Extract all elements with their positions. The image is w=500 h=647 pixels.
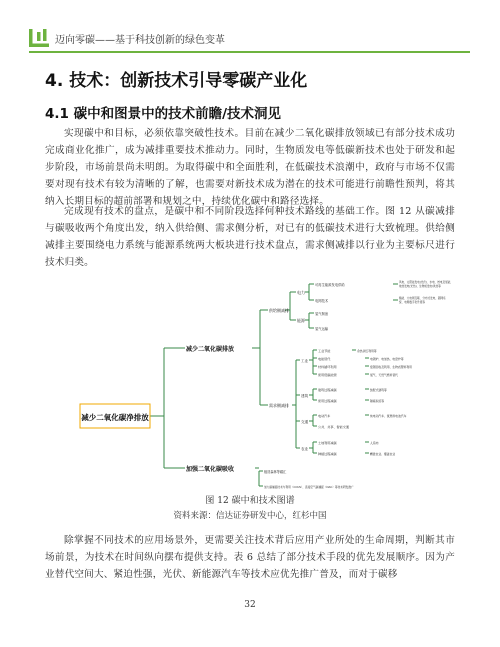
fig-power: 电力 [297, 290, 305, 295]
fig-industry-item: 电能替代 [318, 357, 331, 361]
page-number: 32 [244, 600, 256, 610]
paragraph-1: 实现碳中和目标，必须依靠突破性技术。目前在减少二氧化碳排放领域已有部分技术成功完成商业化推广，成为减排重要技术推动力。同时，生物质发电等低碳新技术也处于研发和起步阶段，市场前景尚未明朗。为取得碳中和全面胜利，在低碳技术浪潮中，政府与市场不仅需要对现有技术有较为清晰的了解，也需要对新技术成为潜在的技术可能进行前瞻性预判，将其纳入长期目标的超前部署和规划之中，持续优化碳中和路径选择。 [45, 128, 455, 207]
fig-absorb-item: 加大碳捕捉技术与利用（CCUS）、直接空气碳捕捉（DAC）等技术研发推广 [264, 485, 354, 489]
fig-grid-detail-2: 统、电网数字化升级等 [399, 301, 425, 304]
subsection-title: 4.1 碳中和图景中的技术前瞻/技术洞见 [45, 106, 282, 122]
paragraph-2: 完成现有技术的盘点，是碳中和不同阶段选择何种技术路线的基础工作。图 12 从碳减排与碳吸收两个角度出发，纳入供给侧、需求侧分析，对已有的低碳技术进行大致梳理。供给侧减排主要围绕电力系统与能源系统两大板块进行技术盘点，需求侧减排以行业为主要标尺进行技术归类。 [45, 206, 455, 268]
fig-industry-detail: 余热余压利用等 [357, 349, 377, 353]
fig-building-item: 建筑过程减碳 [318, 388, 337, 392]
fig-transport-item: 电动汽车 [318, 414, 331, 418]
fig-transport: 交通 [301, 420, 309, 424]
fig-agri-detail: 精准农业、覆盖农业 [370, 452, 396, 456]
fig-grid: 电网技术 [315, 299, 329, 303]
fig-building: 建筑 [301, 394, 309, 398]
fig-transport-item: 公共、共享、智能交通 [318, 425, 349, 429]
fig-industry: 工业 [301, 359, 309, 363]
tech-map-figure [80, 278, 453, 490]
header-title: 迈向零碳——基于科技创新的绿色变革 [55, 35, 225, 46]
figure-caption: 图 12 碳中和技术图谱 [205, 496, 295, 506]
fig-energy: 能源 [297, 318, 305, 323]
fig-renewable-detail-2: 地热发电(光热)、生物质发电/供热等 [399, 285, 441, 288]
fig-agriculture: 农业 [301, 447, 309, 451]
header-divider [29, 51, 470, 53]
fig-branch-absorb: 加强二氧化碳吸收 [186, 466, 235, 473]
fig-industry-item: 工业节能 [318, 349, 331, 353]
fig-root: 减少二氧化碳净排放 [81, 413, 149, 422]
fig-industry-item: 使用低碳能源 [318, 373, 337, 377]
fig-building-detail: 装配式建筑等 [370, 388, 387, 392]
fig-grid-detail-1: 储能、大电网互联、分布式发电、超网系 [399, 297, 446, 300]
fig-industry-item: 材料循环利用 [318, 365, 337, 369]
fig-agri-detail: 人造肉 [370, 441, 379, 445]
logo-icon [29, 29, 49, 47]
fig-hydrogen-prod: 氢气制备 [315, 312, 329, 316]
paragraph-3: 除掌握不同技术的应用场景外，更需要关注技术背后应用产业所处的生命周期，判断其市场前景，为技术在时间纵向摆布提供支持。表 6 总结了部分技术手段的优先发展顺序。因为产业替代空间大、紧迫性强，光伏、新能源汽车等技术应优先推广普及，而对于碳移 [45, 535, 455, 580]
figure-source: 资料来源：信达证券研发中心，红杉中国 [173, 511, 327, 521]
page-header [0, 0, 500, 60]
fig-transport-detail: 纯电动汽车、氢燃料电池汽车 [370, 414, 407, 418]
fig-renewable-detail-1: 风电、太阳能发电(光伏)、水电、核电及氢能、 [399, 281, 453, 284]
section-title: 4. 技术：创新技术引导零碳产业化 [45, 71, 308, 91]
fig-industry-detail: 氢气、天然气燃料替代 [370, 373, 398, 377]
fig-demand-side: 需求侧减排 [269, 403, 289, 408]
fig-building-detail: 隔墙系统等 [370, 399, 384, 403]
fig-agri-item: 种植过程减碳 [318, 452, 337, 456]
fig-industry-detail: 电锅炉、电加热、电窑炉等 [370, 357, 404, 361]
fig-industry-detail: 废钢回收及利用、生物质塑料利用 [370, 365, 412, 369]
fig-building-item: 使用过程减碳 [318, 399, 337, 403]
fig-branch-reduce: 减少二氧化碳排放 [186, 346, 235, 353]
fig-absorb-item: 植造森林等碳汇 [264, 470, 287, 474]
fig-renewable: 可再生能源发电供给 [315, 283, 345, 287]
fig-supply-side: 供给侧减排 [269, 308, 289, 313]
fig-hydrogen-transport: 氢气运输 [315, 327, 329, 331]
fig-agri-item: 土地利用减碳 [318, 441, 337, 445]
